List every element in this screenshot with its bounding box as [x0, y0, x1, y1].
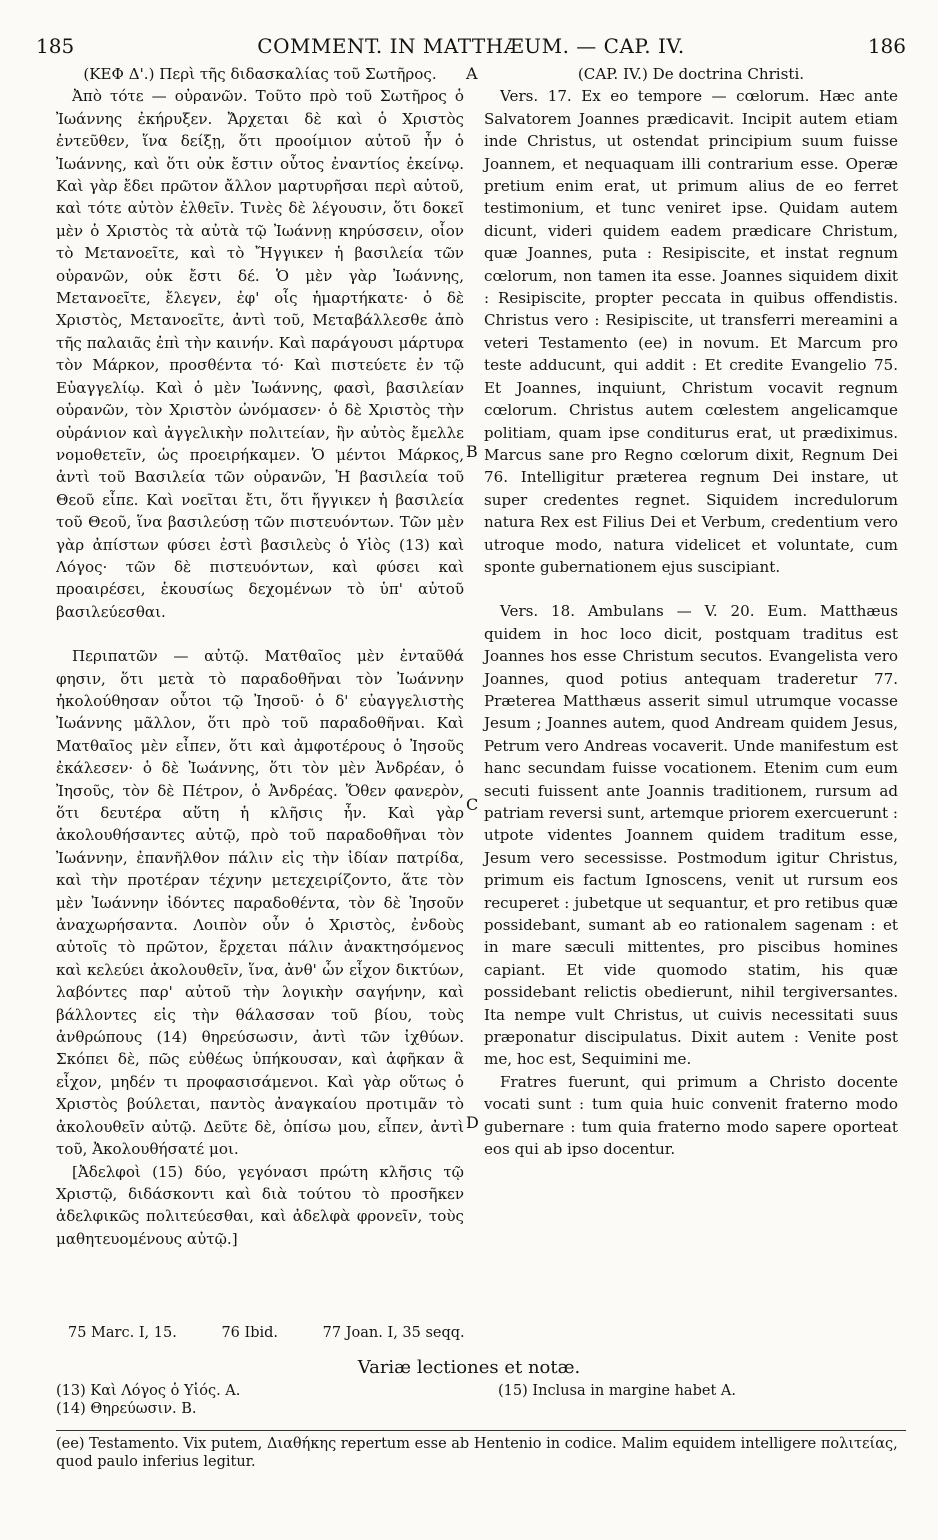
editorial-note: (ee) Testamento. Vix putem, Διαθήκης repertum esse ab Hentenio in codice. Malim equidem intelligere πολιτείας, quod paulo inferius legitur. [56, 1436, 898, 1470]
margin-letter-d: D [466, 1113, 479, 1132]
lectio: (13) Καὶ Λόγος ὁ Υἱός. A. [56, 1383, 241, 1399]
varia-title: Variæ lectiones et notæ. [357, 1357, 581, 1378]
margin-letter-b: B [466, 442, 478, 461]
latin-paragraph: Vers. 18. Ambulans — V. 20. Eum. Matthæus quidem in hoc loco dicit, postquam traditus est Joannes hos esse Christum secutos. Evangelista vero Joannes, quod potius antequam traderetur 77. Præterea Matthæus asserit simul utrumque vocasse Jesum ; Joannes autem, quod Andream quidem Jesus, Petrum vero Andreas vocaverit. Unde manifestum est hanc secundam fuisse vocationem. Etenim cum eum secuti fuissent ante Joannis traditionem, rursum ad patriam reversi sunt, artemque priorem exercuerunt : utpote videntes Joannem quidem traditum esse, Jesum vero secessisse. Postmodum igitur Christus, primum eis factum Ignoscens, venit ut rursum eos recuperet : jubetque ut sequantur, et pro retibus quæ possidebant, sumant ab eo rationalem sagenam : et in mare sæculi mittentes, pro piscibus homines capiant. Et vide quomodo statim, his quæ possidebant relictis obedierunt, nihil tergiversantes. Ita nempe vult Christus, ut cuivis necessitati suus præponatur discipulatus. Dixit autem : Venite post me, hoc est, Sequimini me. [484, 602, 898, 1069]
running-title: COMMENT. IN MATTHÆUM. — CAP. IV. [257, 34, 685, 58]
margin-letter-a: A [466, 64, 478, 83]
lectio: (15) Inclusa in margine habet A. [498, 1383, 736, 1399]
page-number-right: 186 [867, 34, 906, 58]
footnote: 75 Marc. I, 15. [68, 1325, 177, 1341]
page-header [36, 34, 906, 60]
greek-chapter-title: (ΚΕΦ Δ'.) Περὶ τῆς διδασκαλίας τοῦ Σωτῆρος. [83, 65, 437, 83]
page-number-left: 185 [36, 34, 75, 58]
latin-chapter-title: (CAP. IV.) De doctrina Christi. [577, 65, 805, 83]
footnotes [68, 1325, 505, 1341]
margin-letter-c: C [466, 795, 479, 814]
greek-paragraph: [Ἀδελφοὶ (15) δύο, γεγόνασι πρώτη κλῆσις τῷ Χριστῷ, διδάσκοντι καὶ διὰ τούτου τὸ προσῆκεν ἀδελφικῶς πολιτεύεσθαι, καὶ ἀδελφὰ φρονεῖν, τοὺς μαθητευομένους αὐτῷ.] [56, 1162, 464, 1248]
latin-paragraph: Vers. 17. Ex eo tempore — cœlorum. Hæc ante Salvatorem Joannes prædicavit. Incipit autem etiam inde Christus, ut ostendat principium suum fuisse Joannem, et nequaquam illi contrarium esse. Operæ pretium enim erat, ut primum alius de eo ferret testimonium, et tunc veniret ipse. Quidam autem dicunt, videri quidem eadem prædicare Christum, quæ Joannes, puta : Resipiscite, et instat regnum cœlorum, non tamen ita esse. Joannes siquidem dixit : Resipiscite, propter peccata in quibus offendistis. Christus vero : Resipiscite, ut transferri mereamini a veteri Testamento (ee) in novum. Et Marcum pro teste adducunt, qui addit : Et credite Evangelio 75. Et Joannes, inquiunt, Christum vocavit regnum cœlorum. Christus autem cœlestem angelicamque politiam, quam ipse conditurus erat, ut prædiximus. Marcus sane pro Regno cœlorum dixit, Regnum Dei 76. Intelligitur præterea regnum Dei instare, ut super credentes regnet. Siquidem incredulorum natura Rex est Filius Dei et Verbum, credentium vero utroque modo, natura videlicet et voluntate, cum sponte gubernationem ejus suscipiant. [484, 87, 898, 576]
greek-paragraph: Ἀπὸ τότε — οὐρανῶν. Τοῦτο πρὸ τοῦ Σωτῆρος ὁ Ἰωάννης ἐκήρυξεν. Ἄρχεται δὲ καὶ ὁ Χριστὸς ἐντεῦθεν, ἵνα δείξῃ, ὅτι προοίμιον αὐτοῦ ἦν ὁ Ἰωάννης, καὶ ὅτι οὐκ ἔστιν οὗτος ἐναντίος ἐκείνῳ. Καὶ γὰρ ἔδει πρῶτον ἄλλον μαρτυρῆσαι περὶ αὐτοῦ, καὶ τότε αὐτὸν ἐλθεῖν. Τινὲς δὲ λέγουσιν, ὅτι δοκεῖ μὲν ὁ Χριστὸς τὰ αὐτὰ τῷ Ἰωάννῃ κηρύσσειν, οἷον τὸ Μετανοεῖτε, καὶ τὸ Ἤγγικεν ἡ βασιλεία τῶν οὐρανῶν, οὐκ ἔστι δέ. Ὁ μὲν γὰρ Ἰωάννης, Μετανοεῖτε, ἔλεγεν, ἐφ' οἷς ἡμαρτήκατε· ὁ δὲ Χριστὸς, Μετανοεῖτε, ἀντὶ τοῦ, Μεταβάλλεσθε ἀπὸ τῆς παλαιᾶς ἐπὶ τὴν καινήν. Καὶ παράγουσι μάρτυρα τὸν Μάρκον, προσθέντα τό· Καὶ πιστεύετε ἐν τῷ Εὐαγγελίῳ. Καὶ ὁ μὲν Ἰωάννης, φασὶ, βασιλείαν οὐρανῶν, τὸν Χριστὸν ὠνόμασεν· ὁ δὲ Χριστὸς τὴν οὐράνιον καὶ ἀγγελικὴν πολιτείαν, ἣν αὐτὸς ἔμελλε νομοθετεῖν, ὡς προειρήκαμεν. Ὁ μέντοι Μάρκος, ἀντὶ τοῦ Βασιλεία τῶν οὐρανῶν, Ἡ βασιλεία τοῦ Θεοῦ εἶπε. Καὶ νοεῖται ἔτι, ὅτι ἤγγικεν ἡ βασιλεία τοῦ Θεοῦ, ἵνα βασιλεύσῃ τῶν πιστευόντων. Τῶν μὲν γὰρ ἀπίστων φύσει ἐστὶ βασιλεὺς ὁ Υἱὸς (13) καὶ Λόγος· τῶν δὲ πιστευόντων, καὶ φύσει καὶ προαιρέσει, ἑκουσίως δεχομένων τὸ ὑπ' αὐτοῦ βασιλεύεσθαι. [56, 87, 464, 621]
footnote: 76 Ibid. [221, 1325, 279, 1341]
lectio: (14) Θηρεύωσιν. B. [56, 1401, 197, 1417]
latin-column [484, 63, 898, 1161]
latin-paragraph: Fratres fuerunt, qui primum a Christo docente vocati sunt : tum quia huic convenit fraterno modo gubernare : tum quia fraterno modo sapere oporteat eos qui ab ipso docentur. [484, 1072, 898, 1159]
note-divider [56, 1430, 906, 1431]
greek-paragraph: Περιπατῶν — αὐτῷ. Ματθαῖος μὲν ἐνταῦθά φησιν, ὅτι μετὰ τὸ παραδοθῆναι τὸν Ἰωάννην ἠκολούθησαν οὗτοι τῷ Ἰησοῦ· ὁ δ' εὐαγγελιστὴς Ἰωάννης μᾶλλον, ὅτι πρὸ τοῦ παραδοθῆναι. Καὶ Ματθαῖος μὲν εἶπεν, ὅτι καὶ ἀμφοτέρους ὁ Ἰησοῦς ἐκάλεσεν· ὁ δὲ Ἰωάννης, ὅτι τὸν μὲν Ἀνδρέαν, ὁ Ἰησοῦς, τὸν δὲ Πέτρον, ὁ Ἀνδρέας. Ὅθεν φανερὸν, ὅτι δευτέρα αὕτη ἡ κλῆσις ἦν. Καὶ γὰρ ἀκολουθήσαντες αὐτῷ, πρὸ τοῦ παραδοθῆναι τὸν Ἰωάννην, ἐπανῆλθον πάλιν εἰς τὴν ἰδίαν πατρίδα, καὶ τὴν προτέραν τέχνην μετεχειρίζοντο, ἅτε τὸν μὲν Ἰωάννην ἰδόντες παραδοθέντα, τὸν δὲ Ἰησοῦν ἀναχωρήσαντα. Λοιπὸν οὖν ὁ Χριστὸς, ἐνδοὺς αὐτοῖς τὸ πρῶτον, ἔρχεται πάλιν ἀνακτησόμενος καὶ κελεύει ἀκολουθεῖν, ἵνα, ἀνθ' ὧν εἶχον δικτύων, λαβόντες παρ' αὐτοῦ τὴν λογικὴν σαγήνην, καὶ βάλλοντες εἰς τὴν θάλασσαν τοῦ βίου, τοὺς ἀνθρώπους (14) θηρεύσωσιν, ἀντὶ τῶν ἰχθύων. Σκόπει δὲ, πῶς εὐθέως ὑπήκουσαν, καὶ ἀφῆκαν ἃ εἶχον, μηδέν τι προφασισάμενοι. Καὶ γὰρ οὕτως ὁ Χριστὸς βούλεται, παντὸς ἀναγκαίου προτιμᾶν τὸ ἀκολουθεῖν αὐτῷ. Δεῦτε δὲ, ὀπίσω μου, εἶπεν, ἀντὶ τοῦ, Ἀκολουθήσατέ μοι. [56, 647, 464, 1159]
footnote: 77 Joan. I, 35 seqq. [322, 1325, 465, 1341]
greek-column [56, 63, 464, 1250]
